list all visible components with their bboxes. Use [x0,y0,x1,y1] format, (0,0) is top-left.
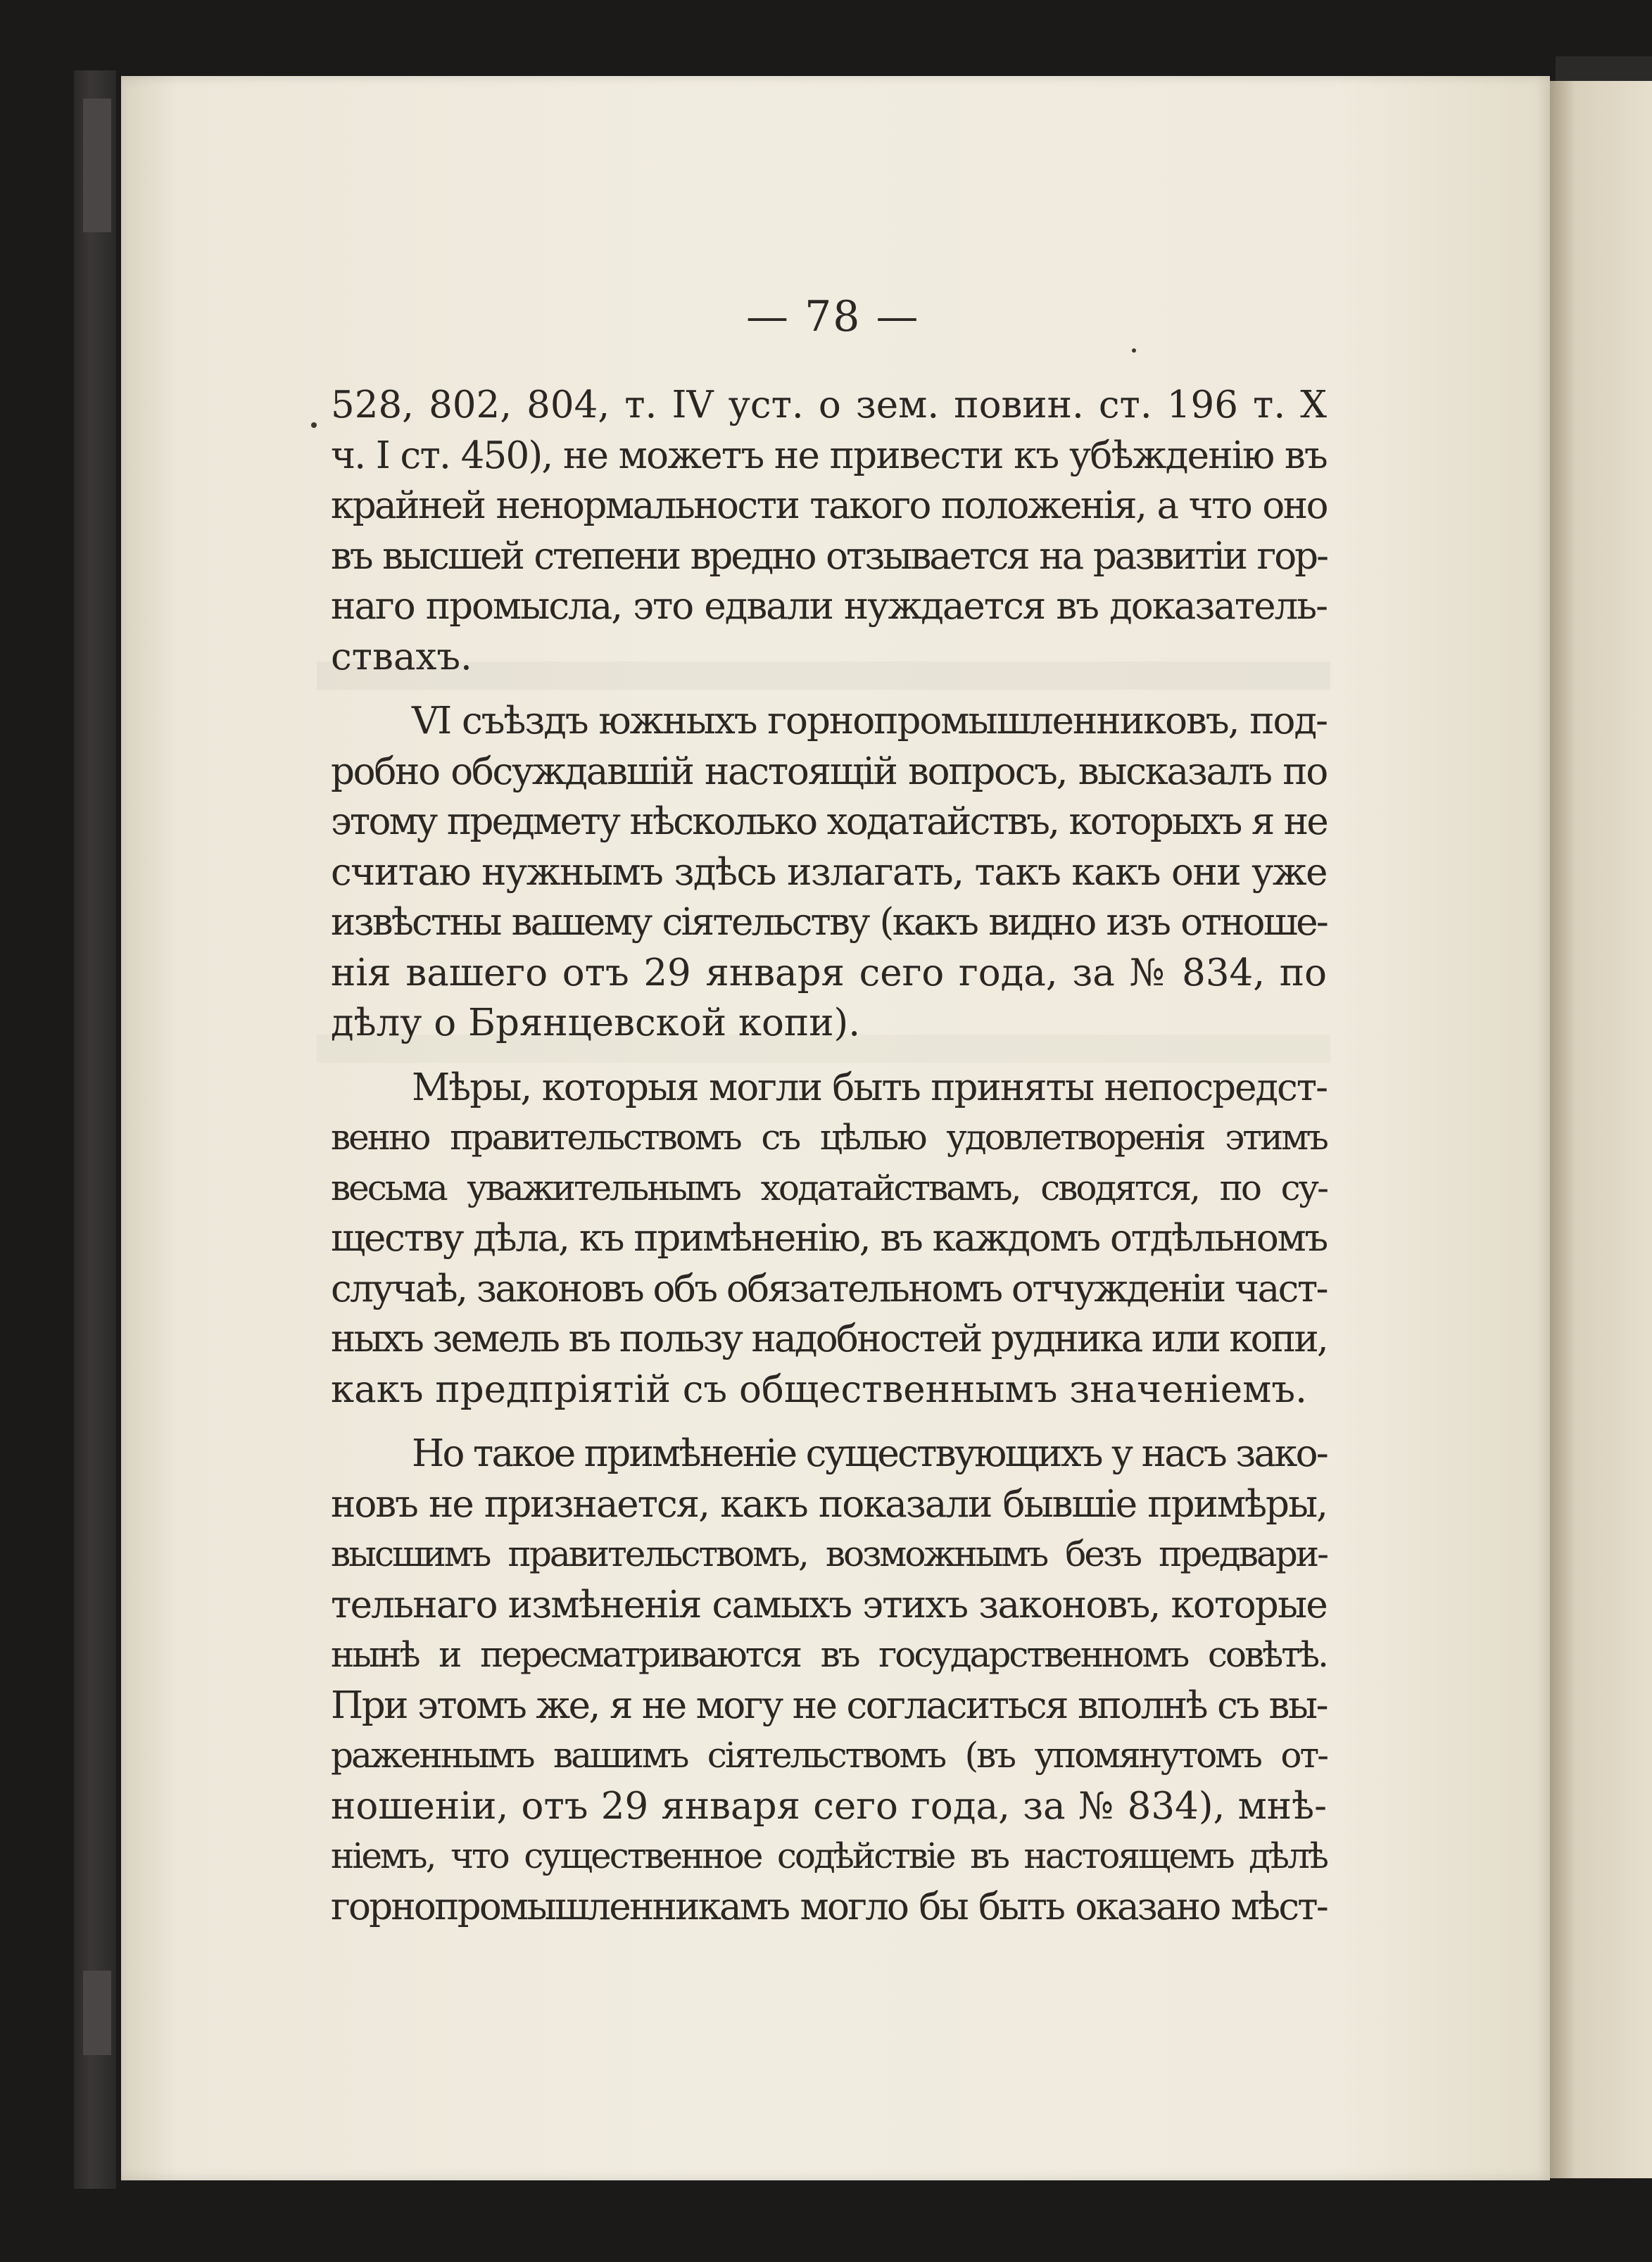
text-line: наго промысла, это едвали нуждается въ доказатель- [331,585,1327,628]
text-line: какъ предпріятій съ общественнымъ значеніемъ. [331,1367,1307,1411]
text-line: При этомъ же, я не могу не согласиться вполнѣ съ вы- [331,1683,1327,1727]
adjacent-page-edge [1550,81,1652,2178]
text-line: ствахъ. [331,635,472,678]
book-cover-edge [74,70,116,2189]
text-line: дѣлу о Брянцевской копи). [331,1002,861,1044]
text-line: новъ не признается, какъ показали бывшіе примѣры, [331,1482,1327,1526]
ink-dot [1132,348,1136,353]
ink-dot [311,422,317,428]
text-line: VI съѣздъ южныхъ горнопромышленниковъ, под- [412,700,1327,743]
text-line: въ высшей степени вредно отзывается на развитіи гор- [331,534,1327,578]
text-line: считаю нужнымъ здѣсь излагать, такъ какъ они уже [331,850,1327,894]
text-line: ществу дѣла, къ примѣненію, въ каждомъ отдѣльномъ [331,1217,1327,1260]
cover-edge-mark [83,99,111,232]
text-line: крайней ненормальности такого положенія, а что оно [331,484,1327,527]
text-line: ношеніи, отъ 29 января сего года, за № 834), мнѣ- [331,1784,1327,1828]
background-strip [1556,56,1652,84]
text-line: этому предмету нѣсколько ходатайствъ, которыхъ я не [331,800,1327,843]
cover-edge-mark [83,1971,111,2055]
text-line: Но такое примѣненіе существующихъ у насъ зако- [412,1432,1327,1475]
text-line: Мѣры, которыя могли быть приняты непосредст- [412,1066,1327,1109]
body-text [331,380,1327,1932]
text-line: весьма уважительнымъ ходатайствамъ, сводятся, по су- [331,1167,1327,1208]
text-line: ніемъ, что существенное содѣйствіе въ настоящемъ дѣлѣ [331,1835,1327,1876]
text-line: 528, 802, 804, т. IV уст. о зем. повин. ст. 196 т. Х [331,384,1327,427]
text-line: ч. I ст. 450), не можетъ не привести къ убѣжденію въ [331,434,1327,477]
text-line: случаѣ, законовъ объ обязательномъ отчужденіи част- [331,1267,1328,1310]
text-line: раженнымъ вашимъ сіятельствомъ (въ упомянутомъ от- [331,1735,1327,1776]
text-line: венно правительствомъ съ цѣлью удовлетворенія этимъ [331,1117,1327,1158]
text-line: ныхъ земель въ пользу надобностей рудника или копи, [331,1318,1327,1360]
text-line: робно обсуждавшій настоящій вопросъ, высказалъ по [331,750,1327,793]
text-line: нія вашего отъ 29 января сего года, за № 834, по [331,951,1327,994]
text-line: извѣстны вашему сіятельству (какъ видно изъ отноше- [331,901,1327,944]
text-line: горнопромышленникамъ могло бы быть оказано мѣст- [331,1885,1327,1928]
text-line: тельнаго измѣненія самыхъ этихъ законовъ, которые [331,1583,1327,1626]
text-line: высшимъ правительствомъ, возможнымъ безъ предвари- [331,1534,1327,1574]
page-number: — 78 — [746,292,920,341]
text-line: нынѣ и пересматриваются въ государственномъ совѣтѣ. [331,1634,1327,1675]
